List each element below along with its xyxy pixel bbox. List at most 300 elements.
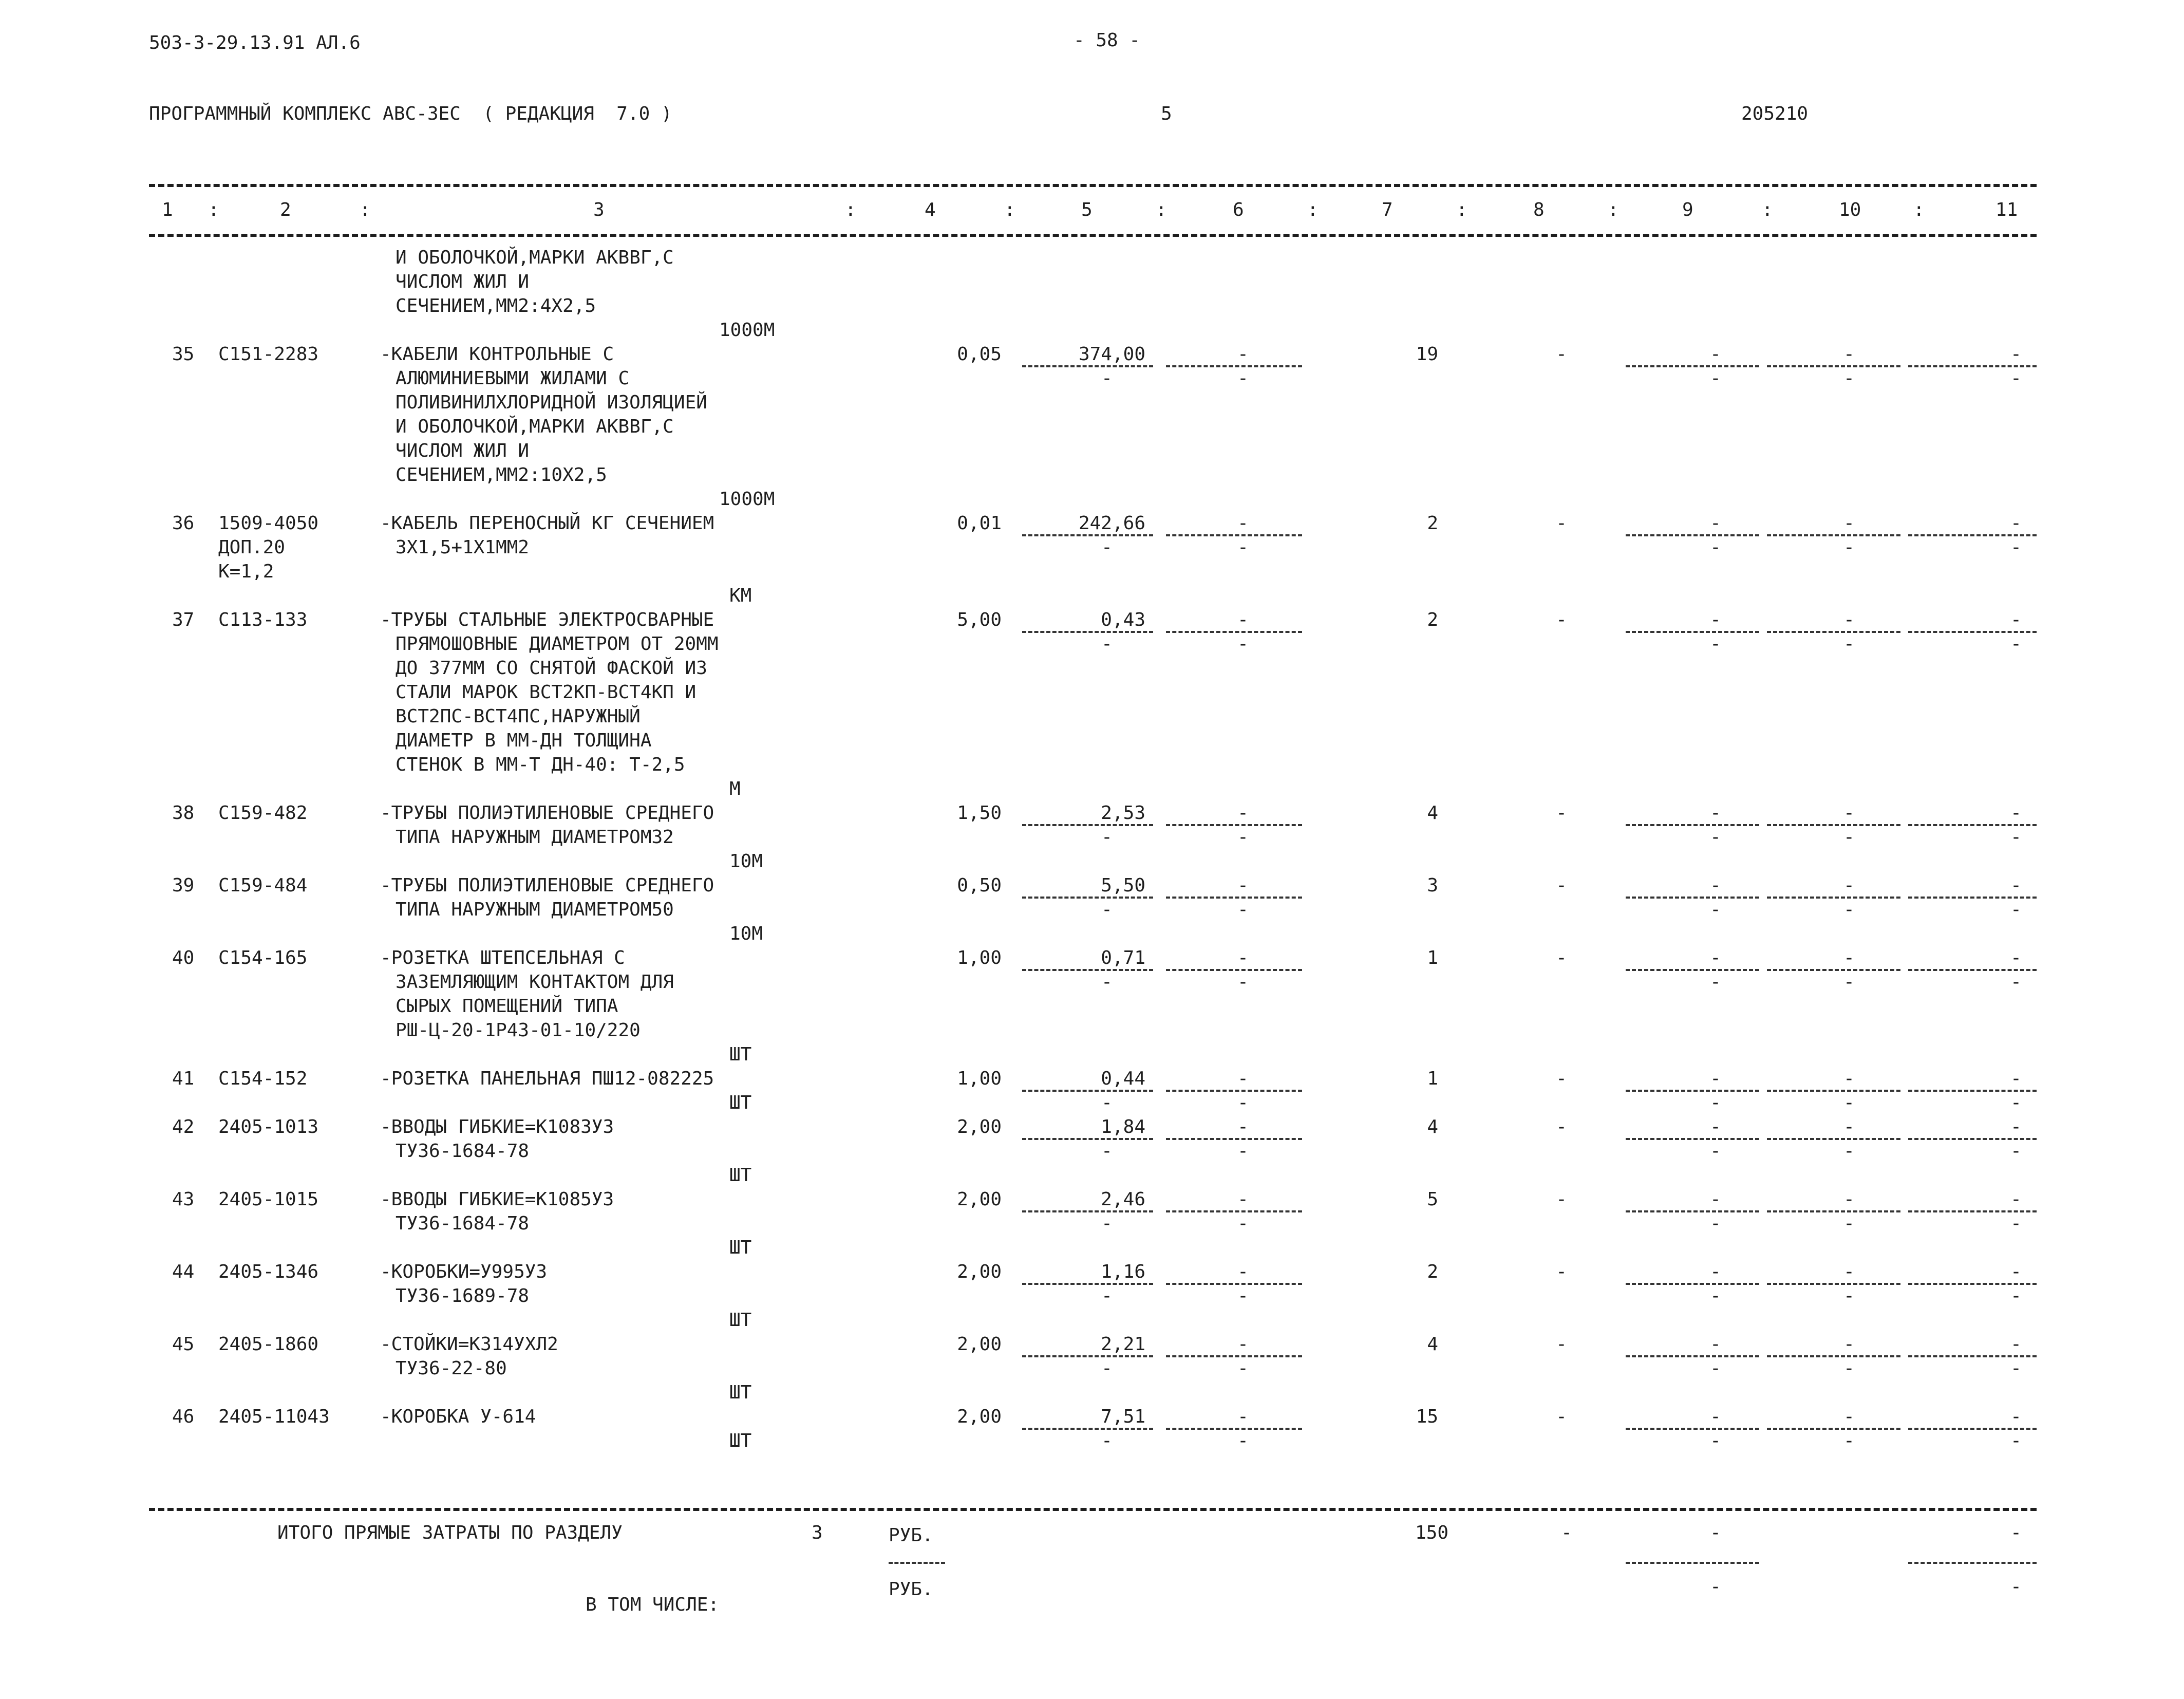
col8-dash: - <box>1556 1334 1567 1355</box>
description-line: ТИПА НАРУЖНЫМ ДИАМЕТРОМ50 <box>396 899 674 920</box>
description-line: -СТОЙКИ=К314УХЛ2 <box>380 1334 558 1355</box>
quantity: 1,50 <box>957 802 1002 824</box>
column-separator: : <box>1004 199 1015 220</box>
col8-dash: - <box>1556 1406 1567 1427</box>
description-line: АЛЮМИНИЕВЫМИ ЖИЛАМИ С <box>396 368 630 389</box>
col10-underline <box>1767 1090 1900 1092</box>
col9-underline <box>1626 969 1759 971</box>
col6-dash: - <box>1237 609 1249 630</box>
description-line: ТУ36-1684-78 <box>396 1213 530 1234</box>
description-line: И ОБОЛОЧКОЙ,МАРКИ АКВВГ,С <box>396 416 674 437</box>
unit-label: КМ <box>729 585 752 606</box>
quantity: 1,00 <box>957 947 1002 968</box>
col9-dash: - <box>1710 513 1721 534</box>
col11-sub-dash: - <box>2010 537 2022 558</box>
col6-sub-dash: - <box>1237 899 1249 920</box>
description-line: СТАЛИ МАРОК ВСТ2КП-ВСТ4КП И <box>396 682 696 703</box>
col6-sub-dash: - <box>1237 1285 1249 1306</box>
col9-sub-dash: - <box>1710 1285 1721 1306</box>
unit-price: 2,21 <box>1101 1334 1145 1355</box>
row-number: 43 <box>172 1189 195 1210</box>
col6-sub-dash: - <box>1237 1141 1249 1162</box>
sheet-number: 5 <box>1161 103 1172 124</box>
unit-price: 242,66 <box>1078 513 1145 534</box>
col9-dash: - <box>1710 1261 1721 1282</box>
price-underline <box>1022 1355 1153 1357</box>
column-separator: : <box>1307 199 1319 220</box>
col7-value: 15 <box>1416 1406 1438 1427</box>
col10-underline <box>1767 631 1900 633</box>
col10-underline <box>1767 1283 1900 1285</box>
col10-dash: - <box>1843 513 1855 534</box>
description-line: ЧИСЛОМ ЖИЛ И <box>396 440 530 461</box>
col9-underline <box>1626 1355 1759 1357</box>
report-code: 205210 <box>1741 103 1809 124</box>
unit-label: 10М <box>729 851 763 872</box>
row-number: 41 <box>172 1068 195 1089</box>
column-separator: : <box>1913 199 1925 220</box>
col10-underline <box>1767 1355 1900 1357</box>
col11-sub-dash: - <box>2010 827 2022 848</box>
header-rule-top <box>149 184 2037 187</box>
unit-price: 2,46 <box>1101 1189 1145 1210</box>
description-line: -ТРУБЫ ПОЛИЭТИЛЕНОВЫЕ СРЕДНЕГО <box>380 875 714 896</box>
column-separator: : <box>1762 199 1773 220</box>
col9-underline <box>1626 1283 1759 1285</box>
col6-dash: - <box>1237 513 1249 534</box>
col9-dash: - <box>1710 1406 1721 1427</box>
col11-sub-dash: - <box>2010 368 2022 389</box>
quantity: 0,01 <box>957 513 1002 534</box>
col6-dash: - <box>1237 1334 1249 1355</box>
description-line: -КАБЕЛИ КОНТРОЛЬНЫЕ С <box>380 344 614 365</box>
description-line: ТИПА НАРУЖНЫМ ДИАМЕТРОМ32 <box>396 827 674 848</box>
column-header-10: 10 <box>1839 199 1861 220</box>
col9-sub-dash: - <box>1710 1141 1721 1162</box>
col9-dash: - <box>1710 947 1721 968</box>
quantity: 2,00 <box>957 1189 1002 1210</box>
price-underline <box>1022 1428 1153 1430</box>
document-code: 503-3-29.13.91 АЛ.6 <box>149 32 361 53</box>
quantity: 0,05 <box>957 344 1002 365</box>
description-line: 3Х1,5+1Х1ММ2 <box>396 537 530 558</box>
col6-sub-dash: - <box>1237 1213 1249 1234</box>
col7-value: 4 <box>1427 1116 1438 1137</box>
col7-value: 19 <box>1416 344 1438 365</box>
price-sub-dash: - <box>1101 1285 1113 1306</box>
col9-underline <box>1626 897 1759 899</box>
column-header-4: 4 <box>925 199 936 220</box>
col11-dash: - <box>2010 609 2022 630</box>
price-code: С154-152 <box>218 1068 308 1089</box>
total-section: 3 <box>812 1522 823 1543</box>
description-line: -ВВОДЫ ГИБКИЕ=К1083У3 <box>380 1116 614 1137</box>
col8-dash: - <box>1556 1068 1567 1089</box>
unit-label: ШТ <box>729 1310 752 1331</box>
total-unit-2: РУБ. <box>889 1579 933 1600</box>
row-number: 46 <box>172 1406 195 1427</box>
description-line: ПРЯМОШОВНЫЕ ДИАМЕТРОМ ОТ 20ММ <box>396 633 719 655</box>
quantity: 0,50 <box>957 875 1002 896</box>
total-label: ИТОГО ПРЯМЫЕ ЗАТРАТЫ ПО РАЗДЕЛУ <box>277 1522 623 1543</box>
col6-dash: - <box>1237 1068 1249 1089</box>
total-col9-dash: - <box>1710 1522 1721 1543</box>
quantity: 2,00 <box>957 1334 1002 1355</box>
price-sub-dash: - <box>1101 368 1113 389</box>
col11-dash: - <box>2010 875 2022 896</box>
col8-dash: - <box>1556 1189 1567 1210</box>
description-line: -КОРОБКИ=У995У3 <box>380 1261 548 1282</box>
price-code: К=1,2 <box>218 561 274 582</box>
col9-underline <box>1626 1428 1759 1430</box>
row-number: 36 <box>172 513 195 534</box>
col9-underline <box>1626 534 1759 536</box>
col11-dash: - <box>2010 1406 2022 1427</box>
col10-dash: - <box>1843 344 1855 365</box>
price-code: 2405-1015 <box>218 1189 319 1210</box>
price-code: С159-482 <box>218 802 308 824</box>
description-line: -ВВОДЫ ГИБКИЕ=К1085У3 <box>380 1189 614 1210</box>
unit-label: 1000М <box>719 320 775 341</box>
price-sub-dash: - <box>1101 1141 1113 1162</box>
unit-price: 0,44 <box>1101 1068 1145 1089</box>
column-separator: : <box>208 199 219 220</box>
description-line: ПОЛИВИНИЛХЛОРИДНОЙ ИЗОЛЯЦИЕЙ <box>396 392 707 413</box>
col7-value: 4 <box>1427 802 1438 824</box>
col9-sub-dash: - <box>1710 827 1721 848</box>
col10-sub-dash: - <box>1843 537 1855 558</box>
col6-dash: - <box>1237 1261 1249 1282</box>
total-value: 150 <box>1415 1522 1448 1543</box>
col10-dash: - <box>1843 1189 1855 1210</box>
col9-dash: - <box>1710 1116 1721 1137</box>
description-line: -ТРУБЫ ПОЛИЭТИЛЕНОВЫЕ СРЕДНЕГО <box>380 802 714 824</box>
col10-dash: - <box>1843 802 1855 824</box>
column-header-5: 5 <box>1081 199 1093 220</box>
col11-dash: - <box>2010 1068 2022 1089</box>
price-code: С159-484 <box>218 875 308 896</box>
price-sub-dash: - <box>1101 1213 1113 1234</box>
column-separator: : <box>360 199 371 220</box>
col7-value: 4 <box>1427 1334 1438 1355</box>
col9-sub-dash: - <box>1710 368 1721 389</box>
col10-sub-dash: - <box>1843 899 1855 920</box>
total-col11-dash-2: - <box>2010 1576 2022 1597</box>
col9-dash: - <box>1710 1334 1721 1355</box>
col8-dash: - <box>1556 875 1567 896</box>
price-code: 2405-1860 <box>218 1334 319 1355</box>
col11-dash: - <box>2010 1116 2022 1137</box>
col6-dash: - <box>1237 947 1249 968</box>
unit-price: 5,50 <box>1101 875 1145 896</box>
col9-dash: - <box>1710 1068 1721 1089</box>
price-code: ДОП.20 <box>218 537 286 558</box>
col11-sub-dash: - <box>2010 1092 2022 1113</box>
column-header-8: 8 <box>1533 199 1545 220</box>
totals-rule <box>149 1508 2037 1511</box>
col8-dash: - <box>1556 609 1567 630</box>
col10-sub-dash: - <box>1843 368 1855 389</box>
description-line: СЕЧЕНИЕМ,ММ2:10Х2,5 <box>396 464 607 486</box>
col9-sub-dash: - <box>1710 899 1721 920</box>
col6-sub-dash: - <box>1237 368 1249 389</box>
col7-value: 2 <box>1427 1261 1438 1282</box>
col11-dash: - <box>2010 513 2022 534</box>
col9-dash: - <box>1710 1189 1721 1210</box>
column-separator: : <box>1456 199 1467 220</box>
price-sub-dash: - <box>1101 1430 1113 1451</box>
col9-sub-dash: - <box>1710 537 1721 558</box>
unit-label: ШТ <box>729 1092 752 1113</box>
price-underline <box>1022 365 1153 367</box>
col6-sub-dash: - <box>1237 972 1249 993</box>
description-line: РШ-Ц-20-1Р43-01-10/220 <box>396 1020 641 1041</box>
description-line: ДИАМЕТР В ММ-ДН ТОЛЩИНА <box>396 730 652 751</box>
description-line: СТЕНОК В ММ-Т ДН-40: Т-2,5 <box>396 754 685 775</box>
col7-value: 5 <box>1427 1189 1438 1210</box>
unit-price: 374,00 <box>1078 344 1145 365</box>
price-underline <box>1022 1210 1153 1212</box>
col10-sub-dash: - <box>1843 1213 1855 1234</box>
price-underline <box>1022 969 1153 971</box>
total-col8-dash: - <box>1561 1522 1572 1543</box>
column-header-2: 2 <box>280 199 291 220</box>
description-line: ТУ36-22-80 <box>396 1358 507 1379</box>
price-sub-dash: - <box>1101 972 1113 993</box>
col11-sub-dash: - <box>2010 633 2022 655</box>
unit-label: ШТ <box>729 1430 752 1451</box>
col9-underline <box>1626 1090 1759 1092</box>
col8-dash: - <box>1556 1116 1567 1137</box>
quantity: 2,00 <box>957 1406 1002 1427</box>
description-line: ЗАЗЕМЛЯЮЩИМ КОНТАКТОМ ДЛЯ <box>396 972 674 993</box>
price-underline <box>1022 897 1153 899</box>
price-code: 2405-1346 <box>218 1261 319 1282</box>
col7-value: 1 <box>1427 1068 1438 1089</box>
row-number: 38 <box>172 802 195 824</box>
description-line: ЧИСЛОМ ЖИЛ И <box>396 271 530 292</box>
col11-sub-dash: - <box>2010 1141 2022 1162</box>
unit-label: ШТ <box>729 1165 752 1186</box>
description-line: СЫРЫХ ПОМЕЩЕНИЙ ТИПА <box>396 996 618 1017</box>
col11-dash: - <box>2010 1334 2022 1355</box>
unit-label: ШТ <box>729 1044 752 1065</box>
unit-price: 1,84 <box>1101 1116 1145 1137</box>
quantity: 2,00 <box>957 1261 1002 1282</box>
col6-sub-dash: - <box>1237 1358 1249 1379</box>
column-header-7: 7 <box>1382 199 1393 220</box>
price-sub-dash: - <box>1101 827 1113 848</box>
col6-sub-dash: - <box>1237 537 1249 558</box>
column-header-9: 9 <box>1682 199 1693 220</box>
col10-sub-dash: - <box>1843 827 1855 848</box>
col10-dash: - <box>1843 1406 1855 1427</box>
col10-underline <box>1767 897 1900 899</box>
col6-dash: - <box>1237 344 1249 365</box>
col10-underline <box>1767 824 1900 826</box>
total-col11-underline <box>1908 1562 2037 1564</box>
col7-value: 2 <box>1427 513 1438 534</box>
row-number: 39 <box>172 875 195 896</box>
col9-sub-dash: - <box>1710 972 1721 993</box>
col11-dash: - <box>2010 802 2022 824</box>
price-underline <box>1022 1090 1153 1092</box>
column-header-6: 6 <box>1233 199 1244 220</box>
col9-sub-dash: - <box>1710 633 1721 655</box>
column-header-1: 1 <box>162 199 173 220</box>
col7-value: 1 <box>1427 947 1438 968</box>
unit-label: М <box>729 778 741 799</box>
col9-underline <box>1626 1210 1759 1212</box>
col8-dash: - <box>1556 344 1567 365</box>
col6-dash: - <box>1237 1406 1249 1427</box>
unit-price: 1,16 <box>1101 1261 1145 1282</box>
col9-dash: - <box>1710 875 1721 896</box>
col10-underline <box>1767 969 1900 971</box>
col11-dash: - <box>2010 947 2022 968</box>
price-sub-dash: - <box>1101 899 1113 920</box>
price-sub-dash: - <box>1101 1358 1113 1379</box>
column-header-11: 11 <box>1995 199 2018 220</box>
price-underline <box>1022 824 1153 826</box>
col9-sub-dash: - <box>1710 1430 1721 1451</box>
col11-dash: - <box>2010 1189 2022 1210</box>
col10-sub-dash: - <box>1843 633 1855 655</box>
description-line: -РОЗЕТКА ШТЕПСЕЛЬНАЯ С <box>380 947 625 968</box>
col6-dash: - <box>1237 802 1249 824</box>
col10-sub-dash: - <box>1843 1358 1855 1379</box>
col10-dash: - <box>1843 947 1855 968</box>
description-line: ВСТ2ПС-ВСТ4ПС,НАРУЖНЫЙ <box>396 706 641 727</box>
col10-sub-dash: - <box>1843 1141 1855 1162</box>
description-line: ТУ36-1684-78 <box>396 1141 530 1162</box>
price-underline <box>1022 534 1153 536</box>
including-label: В ТОМ ЧИСЛЕ: <box>586 1594 720 1615</box>
price-sub-dash: - <box>1101 1092 1113 1113</box>
description-line: СЕЧЕНИЕМ,ММ2:4Х2,5 <box>396 295 596 316</box>
col6-sub-dash: - <box>1237 827 1249 848</box>
col8-dash: - <box>1556 802 1567 824</box>
row-number: 40 <box>172 947 195 968</box>
col10-dash: - <box>1843 1116 1855 1137</box>
price-code: 2405-11043 <box>218 1406 330 1427</box>
col9-underline <box>1626 365 1759 367</box>
col9-dash: - <box>1710 609 1721 630</box>
col11-sub-dash: - <box>2010 1358 2022 1379</box>
quantity: 2,00 <box>957 1116 1002 1137</box>
column-header-3: 3 <box>593 199 605 220</box>
col9-dash: - <box>1710 802 1721 824</box>
price-code: 2405-1013 <box>218 1116 319 1137</box>
col10-dash: - <box>1843 1334 1855 1355</box>
row-number: 37 <box>172 609 195 630</box>
col8-dash: - <box>1556 947 1567 968</box>
description-line: -КАБЕЛЬ ПЕРЕНОСНЫЙ КГ СЕЧЕНИЕМ <box>380 513 714 534</box>
total-col9-underline <box>1626 1562 1759 1564</box>
total-col9-dash-2: - <box>1710 1576 1721 1597</box>
row-number: 44 <box>172 1261 195 1282</box>
col6-sub-dash: - <box>1237 1430 1249 1451</box>
col6-sub-dash: - <box>1237 1092 1249 1113</box>
price-sub-dash: - <box>1101 633 1113 655</box>
description-line: -КОРОБКА У-614 <box>380 1406 536 1427</box>
description-line: ДО 377ММ СО СНЯТОЙ ФАСКОЙ ИЗ <box>396 658 707 679</box>
col9-sub-dash: - <box>1710 1092 1721 1113</box>
col10-sub-dash: - <box>1843 1092 1855 1113</box>
col10-dash: - <box>1843 609 1855 630</box>
col9-underline <box>1626 631 1759 633</box>
col11-dash: - <box>2010 344 2022 365</box>
description-line: -ТРУБЫ СТАЛЬНЫЕ ЭЛЕКТРОСВАРНЫЕ <box>380 609 714 630</box>
total-col11-dash: - <box>2010 1522 2022 1543</box>
description-line: ТУ36-1689-78 <box>396 1285 530 1306</box>
price-code: 1509-4050 <box>218 513 319 534</box>
price-sub-dash: - <box>1101 537 1113 558</box>
column-separator: : <box>1156 199 1167 220</box>
page-number: - 58 - <box>1074 30 1141 51</box>
col11-sub-dash: - <box>2010 1285 2022 1306</box>
unit-label: ШТ <box>729 1382 752 1403</box>
col7-value: 2 <box>1427 609 1438 630</box>
unit-price: 7,51 <box>1101 1406 1145 1427</box>
col7-value: 3 <box>1427 875 1438 896</box>
col9-underline <box>1626 1138 1759 1140</box>
col10-underline <box>1767 1138 1900 1140</box>
col6-dash: - <box>1237 1116 1249 1137</box>
quantity: 5,00 <box>957 609 1002 630</box>
col10-dash: - <box>1843 1261 1855 1282</box>
col10-sub-dash: - <box>1843 1285 1855 1306</box>
col9-underline <box>1626 824 1759 826</box>
row-number: 35 <box>172 344 195 365</box>
unit-label: 10М <box>729 923 763 944</box>
col8-dash: - <box>1556 513 1567 534</box>
price-code: С113-133 <box>218 609 308 630</box>
description-line: И ОБОЛОЧКОЙ,МАРКИ АКВВГ,С <box>396 247 674 268</box>
col9-dash: - <box>1710 344 1721 365</box>
price-underline <box>1022 1138 1153 1140</box>
col8-dash: - <box>1556 1261 1567 1282</box>
header-rule-bottom <box>149 234 2037 237</box>
col10-dash: - <box>1843 1068 1855 1089</box>
row-number: 45 <box>172 1334 195 1355</box>
col10-underline <box>1767 1210 1900 1212</box>
column-separator: : <box>845 199 856 220</box>
col6-sub-dash: - <box>1237 633 1249 655</box>
description-line: -РОЗЕТКА ПАНЕЛЬНАЯ ПШ12-082225 <box>380 1068 714 1089</box>
col11-sub-dash: - <box>2010 1213 2022 1234</box>
col10-underline <box>1767 1428 1900 1430</box>
unit-price: 2,53 <box>1101 802 1145 824</box>
column-separator: : <box>1608 199 1619 220</box>
col10-underline <box>1767 365 1900 367</box>
col11-sub-dash: - <box>2010 1430 2022 1451</box>
price-underline <box>1022 1283 1153 1285</box>
col10-sub-dash: - <box>1843 972 1855 993</box>
price-underline <box>1022 631 1153 633</box>
total-unit-underline <box>889 1562 945 1564</box>
price-code: С154-165 <box>218 947 308 968</box>
price-code: С151-2283 <box>218 344 319 365</box>
total-unit: РУБ. <box>889 1525 933 1546</box>
unit-price: 0,71 <box>1101 947 1145 968</box>
col10-dash: - <box>1843 875 1855 896</box>
unit-price: 0,43 <box>1101 609 1145 630</box>
unit-label: 1000М <box>719 489 775 510</box>
col11-sub-dash: - <box>2010 972 2022 993</box>
program-title: ПРОГРАММНЫЙ КОМПЛЕКС АВС-3ЕС ( РЕДАКЦИЯ 7.0 ) <box>149 103 672 124</box>
unit-label: ШТ <box>729 1237 752 1258</box>
